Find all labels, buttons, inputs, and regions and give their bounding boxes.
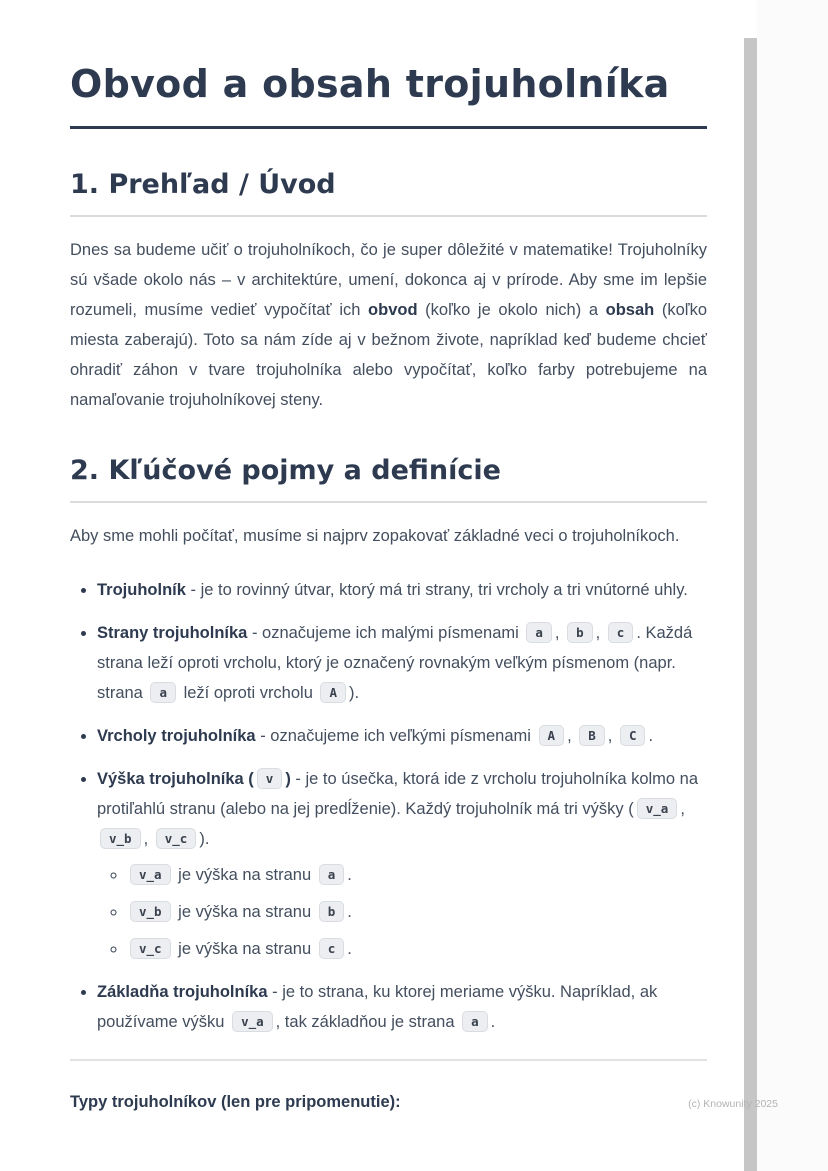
list-item-sides: [97, 618, 707, 708]
document-content: [70, 62, 707, 1112]
bold-term: obsah: [605, 301, 655, 319]
watermark: (c) Knowunity 2025: [688, 1098, 778, 1110]
sub-list-item-text: v_a je výška na stranu a .: [127, 866, 352, 884]
inline-code-chip: v_a: [637, 798, 678, 819]
inline-code-chip: c: [608, 622, 634, 643]
section-key-terms: [70, 455, 707, 1112]
list-item-base: [97, 977, 707, 1037]
inline-code-chip: a: [526, 622, 552, 643]
inline-code-chip: v_c: [130, 938, 171, 959]
section-divider: [70, 1059, 707, 1061]
page-edge: [757, 0, 828, 1171]
inline-code-chip: a: [462, 1011, 488, 1032]
inline-code-chip: v_c: [156, 828, 197, 849]
bold-term: Strany trojuholníka: [97, 624, 248, 642]
scrollbar-thumb[interactable]: [744, 38, 757, 1171]
inline-code-chip: v: [257, 768, 283, 789]
bold-term: ): [285, 770, 291, 788]
bold-term: Trojuholník: [97, 581, 186, 599]
bold-term: Výška trojuholníka (: [97, 770, 254, 788]
sub-list-item-vb: [127, 897, 707, 927]
section-2-heading: 2. Kľúčové pojmy a definície: [70, 455, 707, 503]
inline-code-chip: b: [319, 901, 345, 922]
inline-code-chip: v_a: [130, 864, 171, 885]
list-item-text: Vrcholy trojuholníka - označujeme ich veľkými písmenami A , B , C .: [97, 727, 654, 745]
inline-code-chip: c: [319, 938, 345, 959]
list-item-height: [97, 764, 707, 964]
triangle-types-heading: Typy trojuholníkov (len pre pripomenutie):: [70, 1093, 401, 1111]
inline-code-chip: a: [150, 682, 176, 703]
inline-code-chip: v_a: [232, 1011, 273, 1032]
inline-code-chip: A: [320, 682, 346, 703]
list-item-vertices: [97, 721, 707, 751]
heights-sublist: [97, 860, 707, 964]
sub-list-item-text: v_c je výška na stranu c .: [127, 940, 352, 958]
inline-code-chip: B: [579, 725, 605, 746]
list-item-text: Strany trojuholníka - označujeme ich malými písmenami a , b , c . Každá strana leží oproti vrcholu, ktorý je označený rovnakým veľkým písmenom (napr. strana a leží oproti vrcholu A ).: [97, 624, 693, 702]
inline-code-chip: b: [567, 622, 593, 643]
key-terms-list: [70, 575, 707, 1037]
page-title: Obvod a obsah trojuholníka: [70, 62, 707, 129]
inline-code-chip: a: [319, 864, 345, 885]
inline-code-chip: v_b: [130, 901, 171, 922]
list-item-text: Základňa trojuholníka - je to strana, ku ktorej meriame výšku. Napríklad, ak používame výšku v_a , tak základňou je strana a .: [97, 983, 658, 1031]
overview-paragraph: Dnes sa budeme učiť o trojuholníkoch, čo je super dôležité v matematike! Trojuholníky sú všade okolo nás – v architektúre, umení, dokonca aj v prírode. Aby sme im lepšie rozumeli, musíme vedieť vypočítať ich obvod (koľko je okolo nich) a obsah (koľko miesta zaberajú). Toto sa nám zíde aj v bežnom živote, napríklad keď budeme chcieť ohradiť záhon v tvare trojuholníka alebo vypočítať, koľko farby potrebujeme na namaľovanie trojuholníkovej steny.: [70, 241, 707, 409]
inline-code-chip: v_b: [100, 828, 141, 849]
bold-term: Základňa trojuholníka: [97, 983, 268, 1001]
inline-code-chip: C: [620, 725, 646, 746]
bold-term: Vrcholy trojuholníka: [97, 727, 256, 745]
list-item-text: Výška trojuholníka ( v ) - je to úsečka, ktorá ide z vrcholu trojuholníka kolmo na protiľahlú stranu (alebo na jej predĺženie). Každý trojuholník má tri výšky ( v_a , v_b , v_c ).: [97, 770, 699, 848]
sub-list-item-va: [127, 860, 707, 890]
sub-list-item-vc: [127, 934, 707, 964]
inline-code-chip: A: [539, 725, 565, 746]
list-item-text: Trojuholník - je to rovinný útvar, ktorý má tri strany, tri vrcholy a tri vnútorné uhly.: [97, 581, 688, 599]
section-overview: [70, 169, 707, 415]
sub-list-item-text: v_b je výška na stranu b .: [127, 903, 352, 921]
bold-term: obvod: [368, 301, 418, 319]
list-item-triangle: [97, 575, 707, 605]
section-1-heading: 1. Prehľad / Úvod: [70, 169, 707, 217]
key-terms-intro: Aby sme mohli počítať, musíme si najprv zopakovať základné veci o trojuholníkoch.: [70, 527, 680, 545]
